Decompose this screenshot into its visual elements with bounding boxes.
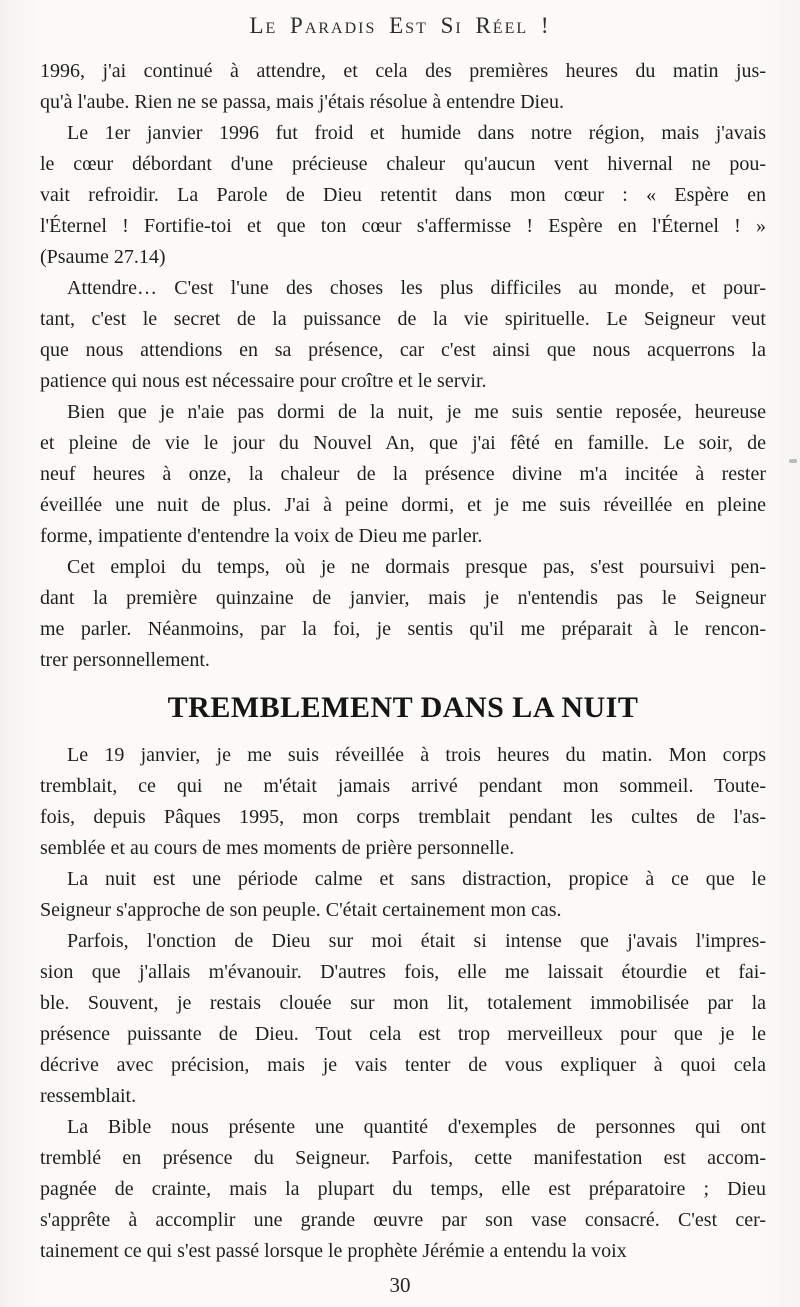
text-line: Cet emploi du temps, où je ne dormais presque pas, s'est poursuivi pen-: [67, 556, 766, 578]
text-line: sion que j'allais m'évanouir. D'autres fois, elle me laissait étourdie et fai-: [40, 961, 766, 983]
text-line: trer personnellement.: [40, 649, 210, 671]
text-line: le cœur débordant d'une précieuse chaleur qu'aucun vent hivernal ne pou-: [40, 153, 766, 175]
paragraph: [40, 118, 766, 273]
text-line: forme, impatiente d'entendre la voix de Dieu me parler.: [40, 525, 483, 547]
text-line: Seigneur s'approche de son peuple. C'était certainement mon cas.: [40, 899, 562, 921]
page-body: [40, 56, 766, 1267]
text-line: présence puissante de Dieu. Tout cela est trop merveilleux pour que je le: [40, 1023, 766, 1045]
text-line: patience qui nous est nécessaire pour croître et le servir.: [40, 370, 487, 392]
text-line: l'Éternel ! Fortifie-toi et que ton cœur s'affermisse ! Espère en l'Éternel ! »: [40, 215, 766, 237]
paragraph: [40, 864, 766, 926]
text-line: ble. Souvent, je restais clouée sur mon lit, totalement immobilisée par la: [40, 992, 766, 1014]
paragraph: [40, 273, 766, 397]
section-heading: TREMBLEMENT DANS LA NUIT: [167, 691, 639, 724]
running-header-title: Le Paradis Est Si Réel !: [249, 13, 551, 38]
text-line: et pleine de vie le jour du Nouvel An, que j'ai fêté en famille. Le soir, de: [40, 432, 766, 454]
text-line: tainement ce qui s'est passé lorsque le prophète Jérémie a entendu la voix: [40, 1240, 627, 1262]
paragraph: [40, 926, 766, 1112]
text-line: décrive avec précision, mais je vais tenter de vous expliquer à quoi cela: [40, 1054, 766, 1076]
text-line: tremblé en présence du Seigneur. Parfois, cette manifestation est accom-: [40, 1147, 766, 1169]
paragraph: [40, 56, 766, 118]
running-header: [0, 12, 800, 40]
paragraph: [40, 397, 766, 552]
text-line: qu'à l'aube. Rien ne se passa, mais j'étais résolue à entendre Dieu.: [40, 91, 564, 113]
text-line: tremblait, ce qui ne m'était jamais arrivé pendant mon sommeil. Toute-: [40, 775, 766, 797]
text-line: dant la première quinzaine de janvier, mais je n'entendis pas le Seigneur: [40, 587, 766, 609]
paragraph: [40, 552, 766, 676]
text-line: vait refroidir. La Parole de Dieu retentit dans mon cœur : « Espère en: [40, 184, 766, 206]
text-line: Parfois, l'onction de Dieu sur moi était si intense que j'avais l'impres-: [67, 930, 766, 952]
text-line: pagnée de crainte, mais la plupart du temps, elle est préparatoire ; Dieu: [40, 1178, 766, 1200]
paragraph: [40, 1112, 766, 1267]
text-line: Bien que je n'aie pas dormi de la nuit, je me suis sentie reposée, heureuse: [67, 401, 766, 423]
text-line: (Psaume 27.14): [40, 246, 166, 268]
text-line: Le 19 janvier, je me suis réveillée à trois heures du matin. Mon corps: [67, 744, 766, 766]
text-line: 1996, j'ai continué à attendre, et cela des premières heures du matin jus-: [40, 60, 766, 82]
text-line: que nous attendions en sa présence, car c'est ainsi que nous acquerrons la: [40, 339, 766, 361]
paragraph: [40, 740, 766, 864]
text-line: neuf heures à onze, la chaleur de la présence divine m'a incitée à rester: [40, 463, 766, 485]
text-line: Le 1er janvier 1996 fut froid et humide dans notre région, mais j'avais: [67, 122, 766, 144]
page-footer: [0, 1272, 800, 1298]
text-line: tant, c'est le secret de la puissance de la vie spirituelle. Le Seigneur veut: [40, 308, 766, 330]
text-line: éveillée une nuit de plus. J'ai à peine dormi, et je me suis réveillée en pleine: [40, 494, 766, 516]
text-line: La Bible nous présente une quantité d'exemples de personnes qui ont: [67, 1116, 766, 1138]
text-line: ressemblait.: [40, 1085, 137, 1107]
scan-artifact: [789, 459, 797, 463]
text-line: me parler. Néanmoins, par la foi, je sentis qu'il me préparait à le rencon-: [40, 618, 766, 640]
text-line: Attendre… C'est l'une des choses les plus difficiles au monde, et pour-: [67, 277, 766, 299]
text-line: semblée et au cours de mes moments de prière personnelle.: [40, 837, 515, 859]
text-line: La nuit est une période calme et sans distraction, propice à ce que le: [67, 868, 766, 890]
text-line: s'apprête à accomplir une grande œuvre par son vase consacré. C'est cer-: [40, 1209, 766, 1231]
text-line: fois, depuis Pâques 1995, mon corps tremblait pendant les cultes de l'as-: [40, 806, 766, 828]
page-number: 30: [389, 1273, 411, 1297]
